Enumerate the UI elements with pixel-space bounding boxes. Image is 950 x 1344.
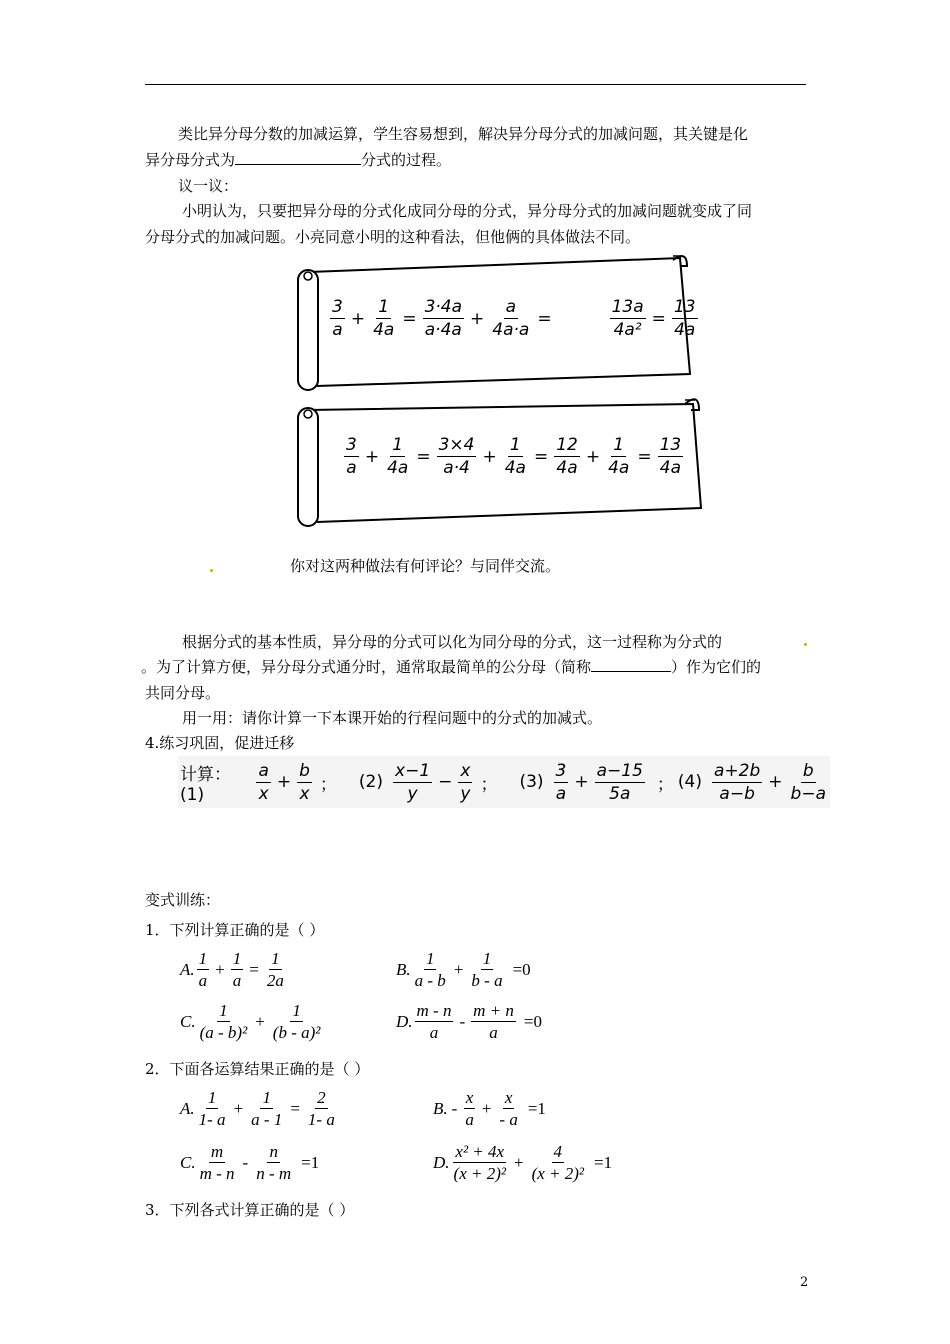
header-rule [145, 84, 806, 85]
operator: + [768, 772, 783, 792]
paragraph-2-line-1: 小明认为，只要把异分母的分式化成同分母的分式，异分母分式的加减问题就变成了同 [182, 202, 753, 220]
frac-den: a [555, 783, 567, 804]
fill-blank-2[interactable] [591, 657, 671, 672]
frac-den: a [429, 1023, 439, 1042]
operator: + [481, 1098, 492, 1118]
operator: = [290, 1098, 300, 1118]
page-number: 2 [800, 1275, 809, 1290]
paragraph-1-line-2-a: 异分母分式为 [145, 151, 236, 169]
frac-num: x [465, 1088, 474, 1107]
paragraph-3-line-2-b: ）作为它们的 [671, 658, 762, 676]
paragraph-2-line-2: 分母分式的加减问题。小亮同意小明的这种看法，但他俩的具体做法不同。 [145, 228, 641, 246]
operator: + [364, 446, 380, 467]
discuss-heading: 议一议： [178, 177, 239, 195]
frac-den: 4a [504, 458, 526, 478]
frac-den: (x + 2)² [531, 1164, 584, 1183]
operator: + [453, 959, 464, 979]
frac-num: 3×4 [438, 435, 475, 455]
frac-den: a [346, 458, 357, 478]
frac-num: 3 [555, 760, 567, 781]
frac-den: 2a [266, 971, 284, 990]
frac-den: y [407, 783, 418, 804]
frac-num: 13 [673, 297, 696, 317]
frac-den: 4a [674, 320, 696, 340]
exercise-label-3: (3) [519, 772, 544, 792]
paragraph-3-line-2-a: 。为了计算方便，异分母分式通分时，通常取最简单的公分母（简称 [141, 658, 592, 676]
frac-den: a [465, 1110, 474, 1129]
frac-num: 1 [613, 435, 625, 455]
frac-num: 12 [556, 435, 578, 455]
frac-num: 3 [346, 435, 357, 455]
question-1: 1．下列计算正确的是（ ） [145, 921, 325, 939]
scroll-1-equation [328, 296, 700, 341]
operator: = [651, 308, 666, 329]
variant-heading: 变式训练： [145, 891, 221, 909]
frac-den: - a [499, 1110, 518, 1129]
q2-option-c[interactable] [180, 1141, 319, 1184]
frac-num: 13 [659, 435, 682, 455]
frac-num: a [258, 760, 269, 781]
frac-num: 1 [262, 1088, 271, 1107]
frac-num: x−1 [395, 760, 431, 781]
paragraph-3-line-1: 根据分式的基本性质，异分母的分式可以化为同分母的分式，这一过程称为分式的 [182, 633, 723, 651]
separator: ； [656, 774, 674, 795]
frac-num: x [460, 760, 471, 781]
frac-num: 1 [392, 435, 404, 455]
frac-num: 13a [611, 297, 644, 317]
frac-den: 1- a [198, 1110, 226, 1129]
frac-den: a−b [719, 783, 755, 804]
rhs: =1 [594, 1152, 613, 1172]
frac-num: 4 [553, 1142, 563, 1161]
frac-den: b−a [790, 783, 826, 804]
rhs: =0 [512, 959, 531, 979]
frac-num: m + n [473, 1001, 514, 1020]
frac-num: 1 [271, 949, 280, 968]
rhs: =1 [527, 1098, 546, 1118]
frac-num: 1 [425, 949, 435, 968]
frac-num: 1 [482, 949, 492, 968]
frac-den: b - a [471, 971, 503, 990]
frac-den: 5a [609, 783, 631, 804]
operator: - [451, 1098, 458, 1118]
frac-den: 4a [608, 458, 630, 478]
q1-option-c[interactable] [180, 1000, 324, 1043]
q1-option-a[interactable] [180, 948, 288, 991]
frac-num: x² + 4x [455, 1142, 505, 1161]
frac-den: 4a [659, 458, 681, 478]
separator: ； [480, 774, 498, 795]
fill-blank-1[interactable] [235, 150, 361, 165]
option-label: D. [396, 1011, 413, 1031]
frac-den: a [332, 320, 343, 340]
frac-den: n - m [256, 1164, 292, 1183]
frac-den: m - n [199, 1164, 235, 1183]
question-2: 2．下面各运算结果正确的是（ ） [145, 1060, 370, 1078]
operator: = [537, 308, 552, 329]
operator: + [470, 308, 485, 329]
frac-num: a [505, 297, 516, 317]
operator: + [350, 308, 366, 329]
frac-den: y [460, 783, 471, 804]
frac-num: 1 [378, 297, 390, 317]
option-label: A. [180, 959, 195, 979]
frac-den: a·4 [443, 458, 470, 478]
frac-num: 1 [198, 949, 208, 968]
frac-den: 1- a [307, 1110, 335, 1129]
frac-num: 1 [219, 1001, 228, 1020]
frac-den: 4a [556, 458, 578, 478]
option-label: B. [396, 959, 411, 979]
frac-den: a [232, 971, 242, 990]
paragraph-1-line-1: 类比异分母分数的加减运算，学生容易想到，解决异分母分式的加减问题，其关键是化 [178, 125, 749, 143]
paragraph-1-line-2-b: 分式的过程。 [361, 151, 452, 169]
option-label: B. [433, 1098, 448, 1118]
operator: = [533, 446, 549, 467]
frac-num: x [504, 1088, 513, 1107]
q1-option-b[interactable] [396, 948, 531, 991]
frac-num: 1 [292, 1001, 301, 1020]
rhs: =1 [301, 1152, 320, 1172]
operator: - [459, 1011, 466, 1031]
operator: - [242, 1152, 249, 1172]
frac-den: x [299, 783, 310, 804]
frac-den: 4a [373, 320, 395, 340]
operator: + [255, 1011, 265, 1031]
operator: + [482, 446, 497, 467]
frac-num: m - n [416, 1001, 452, 1020]
operator: + [215, 959, 225, 979]
frac-den: a - 1 [251, 1110, 283, 1129]
operator: − [438, 772, 453, 792]
frac-num: 3·4a [424, 297, 463, 317]
frac-den: a [489, 1023, 498, 1042]
option-label: D. [433, 1152, 450, 1172]
option-label: C. [180, 1011, 196, 1031]
frac-den: (a - b)² [199, 1023, 248, 1042]
frac-num: a−15 [596, 760, 643, 781]
paragraph-3-line-2 [141, 657, 761, 677]
frac-den: x [258, 783, 269, 804]
frac-den: 4a·a [492, 320, 530, 340]
operator: + [276, 772, 292, 792]
rhs: =0 [523, 1011, 542, 1031]
frac-num: 3 [332, 297, 343, 317]
frac-num: b [802, 760, 814, 781]
frac-num: b [299, 760, 310, 781]
stray-dot [804, 643, 807, 646]
q1-option-d[interactable] [396, 1000, 542, 1043]
stray-dot [210, 569, 213, 572]
exercise-label-2: (2) [358, 772, 384, 792]
comment-prompt: 你对这两种做法有何评论？与同伴交流。 [290, 557, 561, 575]
frac-den: a - b [414, 971, 446, 990]
exercise-label-1: 计算：(1) [180, 764, 231, 805]
frac-num: 2 [317, 1088, 326, 1107]
frac-num: n [269, 1142, 278, 1161]
operator: = [416, 446, 431, 467]
operator: = [402, 308, 417, 329]
frac-num: 1 [509, 435, 521, 455]
paragraph-4: 用一用：请你计算一下本课开始的行程问题中的分式的加减式。 [182, 709, 603, 727]
frac-den: (x + 2)² [453, 1164, 506, 1183]
exercise-strip [178, 756, 830, 808]
paragraph-3-line-3: 共同分母。 [145, 684, 221, 702]
operator: + [574, 772, 589, 792]
frac-num: a+2b [714, 760, 761, 781]
operator: = [249, 959, 259, 979]
q2-option-d[interactable] [433, 1141, 612, 1184]
operator: + [513, 1152, 524, 1172]
q2-option-a[interactable] [180, 1087, 339, 1130]
frac-num: 1 [232, 949, 242, 968]
separator: ； [319, 774, 337, 795]
frac-den: 4a² [613, 320, 642, 340]
frac-den: (b - a)² [272, 1023, 321, 1042]
frac-num: m [210, 1142, 224, 1161]
frac-den: a [198, 971, 208, 990]
q2-option-b[interactable] [433, 1087, 546, 1130]
operator: + [585, 446, 601, 467]
operator: = [637, 446, 652, 467]
frac-den: 4a [387, 458, 409, 478]
scroll-2-equation [342, 434, 685, 479]
option-label: A. [180, 1098, 195, 1118]
option-label: C. [180, 1152, 196, 1172]
section-4-heading: 4.练习巩固，促进迁移 [145, 734, 295, 752]
frac-den: a·4a [424, 320, 462, 340]
question-3: 3．下列各式计算正确的是（ ） [145, 1201, 355, 1219]
operator: + [233, 1098, 244, 1118]
exercise-label-4: (4) [677, 772, 703, 792]
frac-num: 1 [207, 1088, 217, 1107]
paragraph-1-line-2 [145, 150, 451, 170]
